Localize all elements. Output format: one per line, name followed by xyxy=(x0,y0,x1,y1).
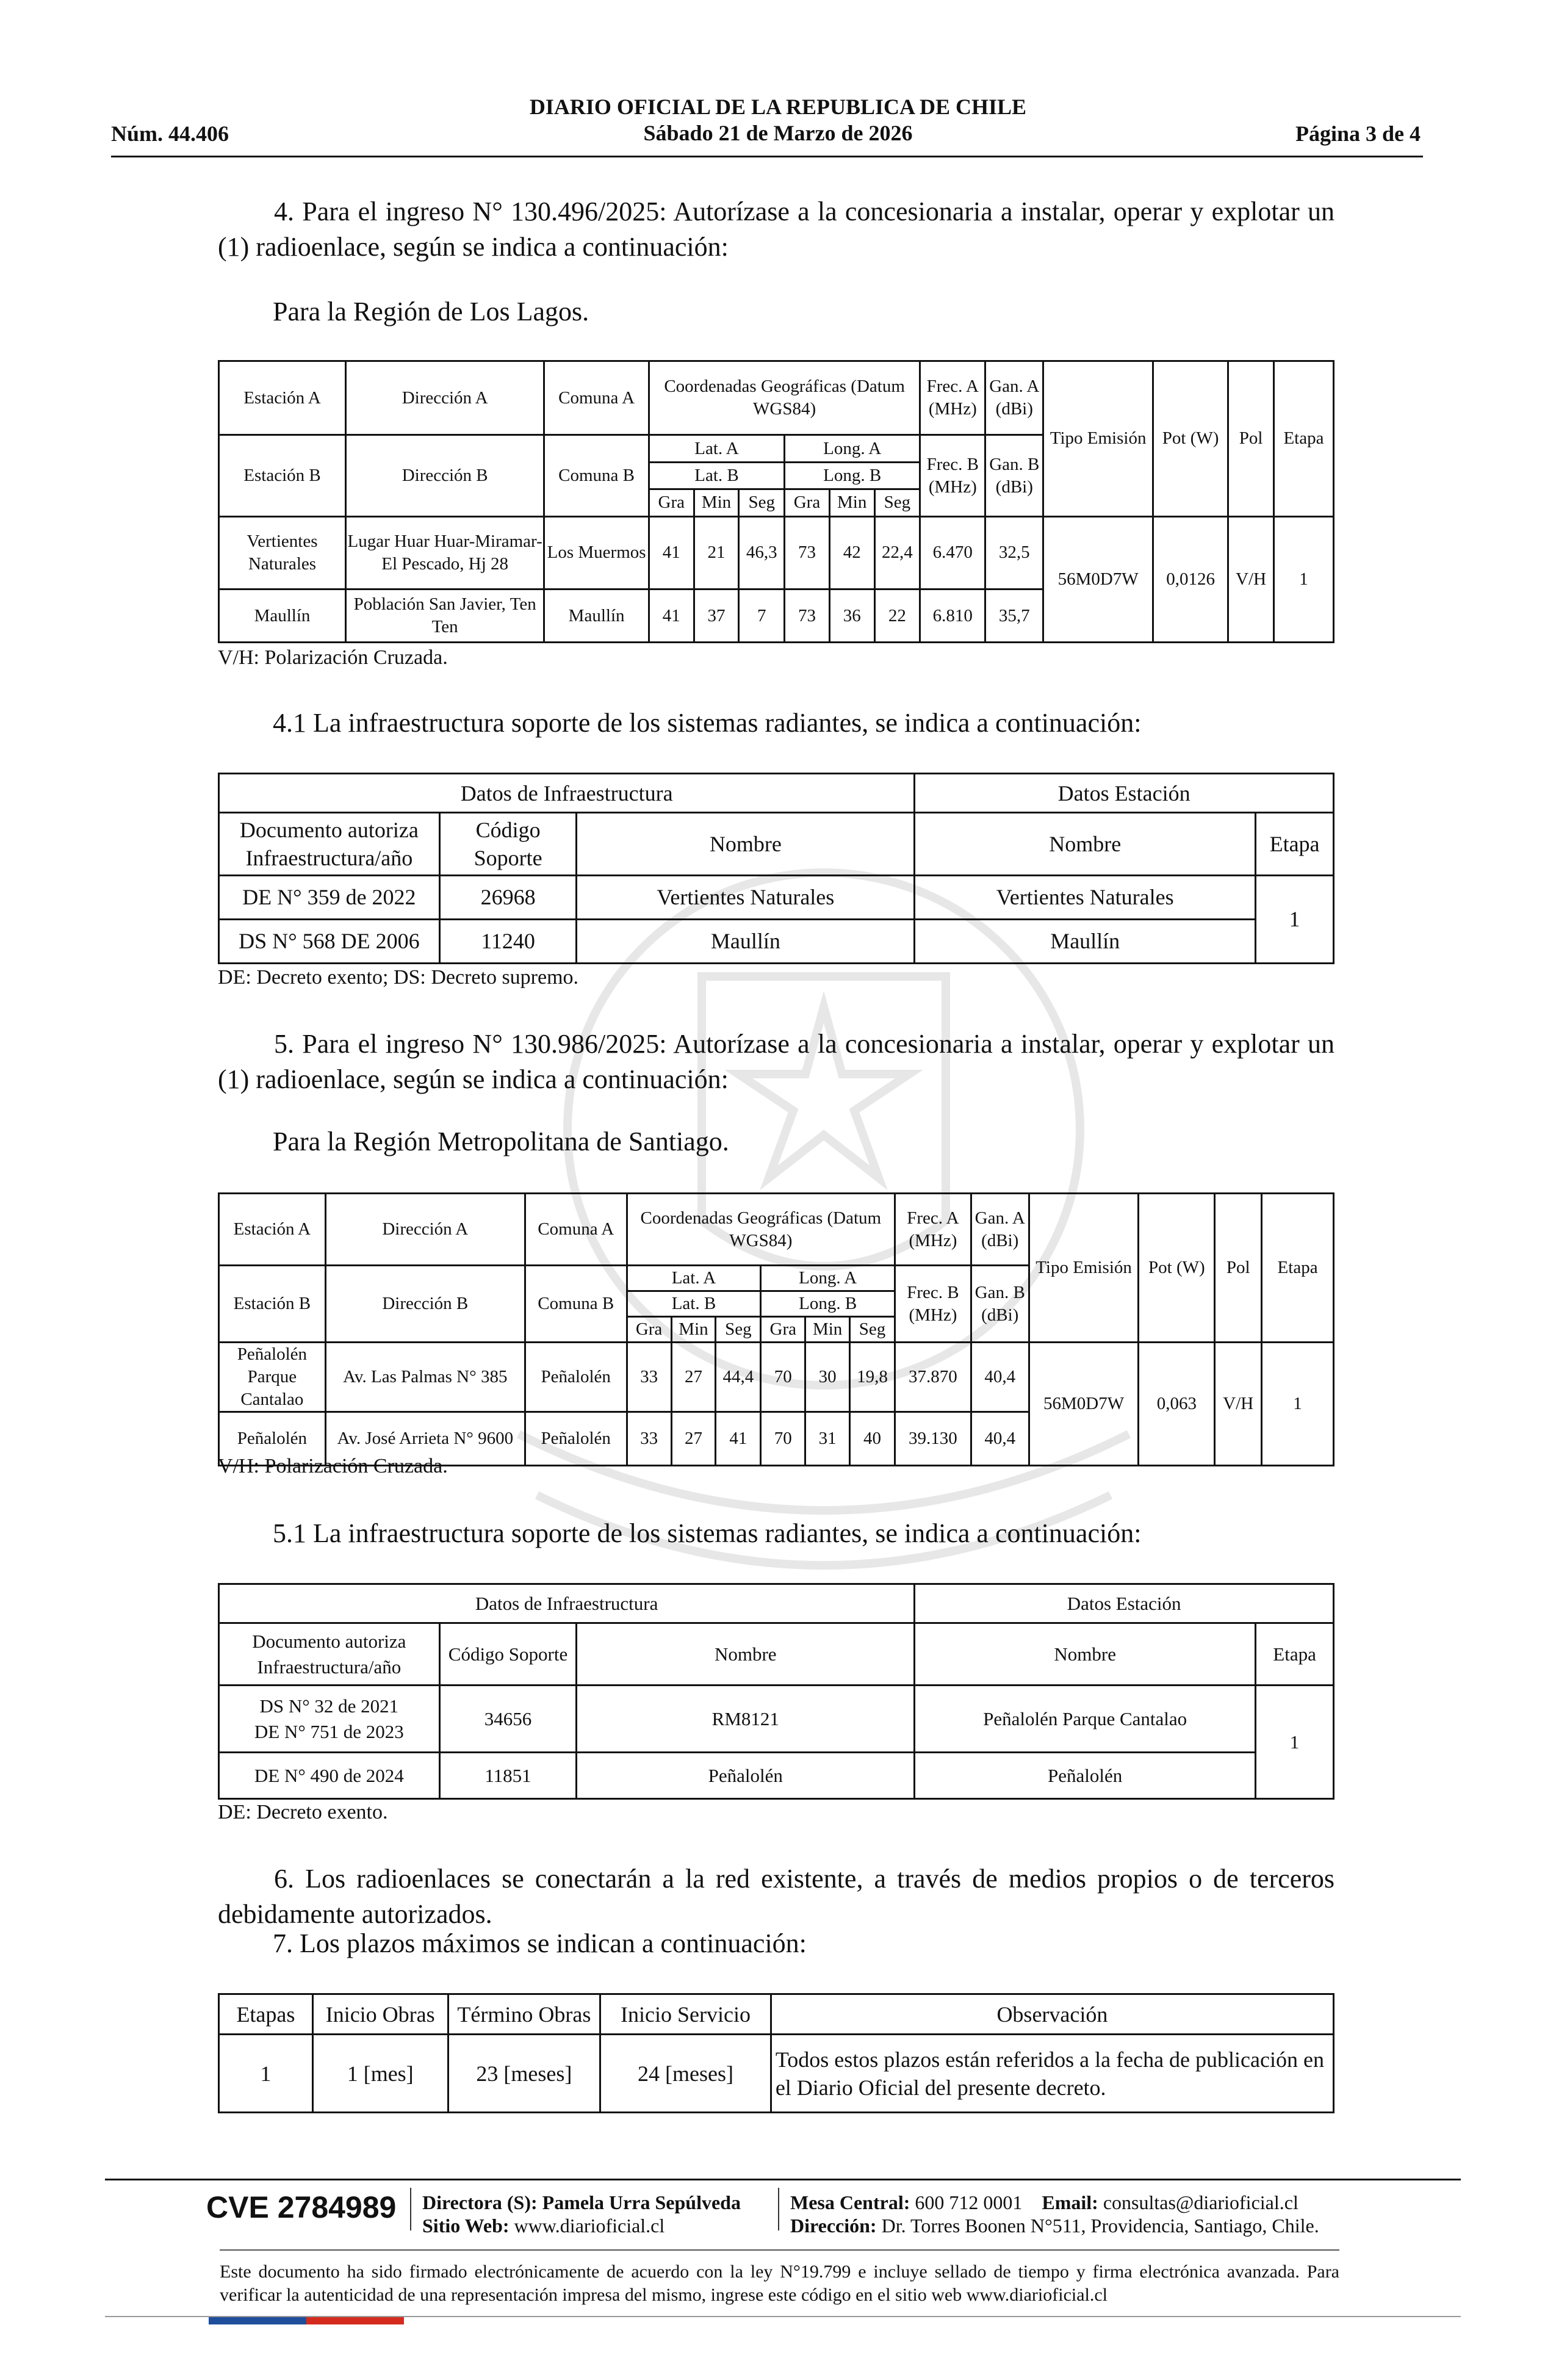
estacion-cell: Maullín xyxy=(915,919,1256,963)
etapa-cell: 1 xyxy=(1262,1343,1334,1466)
lat-seg-cell: 41 xyxy=(716,1412,761,1466)
section-5-radiolink-table xyxy=(218,1192,1334,1466)
lon-seg-cell: 19,8 xyxy=(850,1343,895,1412)
hdr-etapa: Etapa xyxy=(1273,361,1333,517)
issue-date: Sábado 21 de Marzo de 2026 xyxy=(643,121,913,145)
hdr-pol: Pol xyxy=(1228,361,1274,517)
lon-min-cell: 30 xyxy=(805,1343,850,1412)
hdr-comuna-b: Comuna B xyxy=(525,1266,627,1343)
nombre-cell: RM8121 xyxy=(577,1686,915,1753)
table-row xyxy=(219,919,1334,963)
sitio-link[interactable]: www.diarioficial.cl xyxy=(514,2215,665,2237)
hdr-documento: Documento autoriza Infraestructura/año xyxy=(219,1623,440,1686)
direccion-cell: Población San Javier, Ten Ten xyxy=(346,590,544,643)
pol-cell: V/H xyxy=(1228,516,1274,642)
newspaper-title: DIARIO OFICIAL DE LA REPUBLICA DE CHILE xyxy=(529,95,1027,119)
hdr-frec-a: Frec. A (MHz) xyxy=(920,361,985,435)
hdr-lon-min: Min xyxy=(805,1317,850,1343)
estacion-cell: Peñalolén xyxy=(915,1753,1256,1799)
frec-cell: 37.870 xyxy=(895,1343,971,1412)
section-7-text: 7. Los plazos máximos se indican a continuación: xyxy=(273,1928,807,1958)
documento-line: DS N° 32 de 2021 xyxy=(259,1695,399,1717)
lat-gra-cell: 33 xyxy=(627,1412,671,1466)
lon-min-cell: 42 xyxy=(829,516,874,589)
lon-seg-cell: 22 xyxy=(874,590,920,643)
frec-cell: 39.130 xyxy=(895,1412,971,1466)
codigo-cell: 34656 xyxy=(439,1686,577,1753)
footer-col-left xyxy=(422,2191,741,2237)
mesa-label: Mesa Central: xyxy=(790,2191,910,2213)
etapa-cell: 1 xyxy=(1256,1686,1334,1799)
hdr-long-a: Long. A xyxy=(761,1266,895,1291)
etapa-cell: 1 xyxy=(1273,516,1333,642)
lat-gra-cell: 41 xyxy=(649,590,694,643)
hdr-nombre-infra: Nombre xyxy=(577,1623,915,1686)
mesa-value: 600 712 0001 xyxy=(915,2191,1023,2213)
hdr-lat-b: Lat. B xyxy=(649,462,784,489)
hdr-gan-a: Gan. A (dBi) xyxy=(971,1194,1029,1266)
hdr-lat-min: Min xyxy=(671,1317,716,1343)
hdr-frec-b: Frec. B (MHz) xyxy=(895,1266,971,1343)
pot-cell: 0,0126 xyxy=(1153,516,1228,642)
hdr-etapas: Etapas xyxy=(219,1994,313,2035)
estacion-cell: Vertientes Naturales xyxy=(915,875,1256,919)
hdr-lat-a: Lat. A xyxy=(627,1266,761,1291)
hdr-gan-a: Gan. A (dBi) xyxy=(985,361,1043,435)
hdr-lat-gra: Gra xyxy=(649,489,694,516)
hdr-direccion-b: Dirección B xyxy=(325,1266,525,1343)
footer-rule-mid xyxy=(220,2249,1339,2251)
hdr-comuna-b: Comuna B xyxy=(544,435,649,516)
footer-rule-top xyxy=(105,2179,1461,2180)
hdr-datos-estacion: Datos Estación xyxy=(915,774,1334,813)
hdr-lon-min: Min xyxy=(829,489,874,516)
hdr-long-a: Long. A xyxy=(785,435,920,462)
lat-gra-cell: 33 xyxy=(627,1343,671,1412)
hdr-etapa: Etapa xyxy=(1256,1623,1334,1686)
estacion-cell: Peñalolén xyxy=(219,1412,326,1466)
hdr-pot: Pot (W) xyxy=(1139,1194,1215,1343)
hdr-tipo-emision: Tipo Emisión xyxy=(1043,361,1153,517)
lat-min-cell: 27 xyxy=(671,1412,716,1466)
comuna-cell: Peñalolén xyxy=(525,1343,627,1412)
lon-seg-cell: 40 xyxy=(850,1412,895,1466)
hdr-gan-b: Gan. B (dBi) xyxy=(971,1266,1029,1343)
hdr-coordenadas: Coordenadas Geográficas (Datum WGS84) xyxy=(627,1194,895,1266)
hdr-direccion-a: Dirección A xyxy=(325,1194,525,1266)
hdr-comuna-a: Comuna A xyxy=(544,361,649,435)
documento-cell xyxy=(219,1686,440,1753)
estacion-cell: Peñalolén Parque Cantalao xyxy=(219,1343,326,1412)
section-5-note: V/H: Polarización Cruzada. xyxy=(218,1455,448,1477)
comuna-cell: Peñalolén xyxy=(525,1412,627,1466)
hdr-comuna-a: Comuna A xyxy=(525,1194,627,1266)
nombre-cell: Peñalolén xyxy=(577,1753,915,1799)
hdr-observacion: Observación xyxy=(771,1994,1333,2035)
nombre-cell: Maullín xyxy=(577,919,915,963)
section-51-text: 5.1 La infraestructura soporte de los sistemas radiantes, se indica a continuación: xyxy=(273,1518,1142,1548)
lon-gra-cell: 73 xyxy=(785,516,830,589)
section-41-note: DE: Decreto exento; DS: Decreto supremo. xyxy=(218,966,579,989)
footer-separator xyxy=(410,2188,411,2230)
hdr-gan-b: Gan. B (dBi) xyxy=(985,435,1043,516)
hdr-nombre-estacion: Nombre xyxy=(915,813,1256,875)
section-51-note: DE: Decreto exento. xyxy=(218,1801,388,1823)
hdr-estacion-b: Estación B xyxy=(219,435,346,516)
hdr-lat-a: Lat. A xyxy=(649,435,784,462)
lat-seg-cell: 7 xyxy=(739,590,785,643)
observacion-cell: Todos estos plazos están referidos a la fecha de publicación en el Diario Oficial del presente decreto. xyxy=(771,2035,1333,2113)
direccion-label: Dirección: xyxy=(790,2215,877,2237)
comuna-cell: Maullín xyxy=(544,590,649,643)
table-row xyxy=(219,1686,1334,1753)
hdr-lat-seg: Seg xyxy=(739,489,785,516)
hdr-datos-infra: Datos de Infraestructura xyxy=(219,774,915,813)
frec-cell: 6.470 xyxy=(920,516,985,589)
flag-stripe-blue xyxy=(209,2317,306,2324)
tipo-cell: 56M0D7W xyxy=(1043,516,1153,642)
section-41-infra-table xyxy=(218,773,1334,964)
lon-min-cell: 36 xyxy=(829,590,874,643)
hdr-datos-estacion: Datos Estación xyxy=(915,1584,1334,1623)
hdr-frec-b: Frec. B (MHz) xyxy=(920,435,985,516)
lat-seg-cell: 44,4 xyxy=(716,1343,761,1412)
hdr-long-b: Long. B xyxy=(785,462,920,489)
lat-min-cell: 27 xyxy=(671,1343,716,1412)
hdr-direccion-b: Dirección B xyxy=(346,435,544,516)
etapa-cell: 1 xyxy=(219,2035,313,2113)
documento-cell: DS N° 568 DE 2006 xyxy=(219,919,440,963)
footer-separator xyxy=(778,2188,779,2230)
hdr-pol: Pol xyxy=(1215,1194,1262,1343)
hdr-lat-b: Lat. B xyxy=(627,1291,761,1317)
table-row xyxy=(219,2035,1334,2113)
hdr-direccion-a: Dirección A xyxy=(346,361,544,435)
comuna-cell: Los Muermos xyxy=(544,516,649,589)
section-51-infra-table xyxy=(218,1583,1334,1800)
hdr-estacion-a: Estación A xyxy=(219,1194,326,1266)
hdr-nombre-infra: Nombre xyxy=(577,813,915,875)
hdr-coordenadas: Coordenadas Geográficas (Datum WGS84) xyxy=(649,361,920,435)
section-4-note: V/H: Polarización Cruzada. xyxy=(218,646,448,669)
hdr-tipo-emision: Tipo Emisión xyxy=(1029,1194,1139,1343)
hdr-lat-seg: Seg xyxy=(716,1317,761,1343)
gan-cell: 35,7 xyxy=(985,590,1043,643)
lat-gra-cell: 41 xyxy=(649,516,694,589)
lon-gra-cell: 70 xyxy=(761,1412,805,1466)
email-label: Email: xyxy=(1042,2191,1098,2213)
sitio-label: Sitio Web: xyxy=(422,2215,510,2237)
lon-min-cell: 31 xyxy=(805,1412,850,1466)
inicio-obras-cell: 1 [mes] xyxy=(312,2035,448,2113)
directora: Directora (S): Pamela Urra Sepúlveda xyxy=(422,2191,741,2213)
estacion-cell: Peñalolén Parque Cantalao xyxy=(915,1686,1256,1753)
hdr-inicio-servicio: Inicio Servicio xyxy=(600,1994,771,2035)
documento-cell: DE N° 490 de 2024 xyxy=(219,1753,440,1799)
codigo-cell: 11851 xyxy=(439,1753,577,1799)
hdr-termino-obras: Término Obras xyxy=(448,1994,600,2035)
lat-seg-cell: 46,3 xyxy=(739,516,785,589)
table-row xyxy=(219,875,1334,919)
gan-cell: 40,4 xyxy=(971,1343,1029,1412)
hdr-lon-gra: Gra xyxy=(785,489,830,516)
lon-gra-cell: 70 xyxy=(761,1343,805,1412)
table-row xyxy=(219,1343,1334,1412)
documento-cell: DE N° 359 de 2022 xyxy=(219,875,440,919)
hdr-pot: Pot (W) xyxy=(1153,361,1228,517)
gan-cell: 32,5 xyxy=(985,516,1043,589)
direccion-value: Dr. Torres Boonen N°511, Providencia, Santiago, Chile. xyxy=(881,2215,1319,2237)
hdr-inicio-obras: Inicio Obras xyxy=(312,1994,448,2035)
hdr-lat-gra: Gra xyxy=(627,1317,671,1343)
page-number: Página 3 de 4 xyxy=(1295,121,1421,146)
gan-cell: 40,4 xyxy=(971,1412,1029,1466)
flag-stripe-red xyxy=(306,2317,404,2324)
issue-number: Núm. 44.406 xyxy=(111,121,229,146)
section-41-text: 4.1 La infraestructura soporte de los sistemas radiantes, se indica a continuación: xyxy=(273,708,1142,738)
hdr-long-b: Long. B xyxy=(761,1291,895,1317)
pol-cell: V/H xyxy=(1215,1343,1262,1466)
documento-line: DE N° 751 de 2023 xyxy=(254,1720,404,1742)
codigo-cell: 11240 xyxy=(439,919,577,963)
section-4-radiolink-table xyxy=(218,360,1334,643)
lon-seg-cell: 22,4 xyxy=(874,516,920,589)
etapa-cell: 1 xyxy=(1256,875,1334,963)
table-row xyxy=(219,1753,1334,1799)
section-5-region: Para la Región Metropolitana de Santiago. xyxy=(273,1127,729,1156)
hdr-nombre-estacion: Nombre xyxy=(915,1623,1256,1686)
hdr-datos-infra: Datos de Infraestructura xyxy=(219,1584,915,1623)
header-rule xyxy=(111,156,1423,157)
lon-gra-cell: 73 xyxy=(785,590,830,643)
section-5-text: 5. Para el ingreso N° 130.986/2025: Autorízase a la concesionaria a instalar, operar y explotar un (1) radioenlace, según se indica a continuación: xyxy=(218,1029,1334,1094)
hdr-frec-a: Frec. A (MHz) xyxy=(895,1194,971,1266)
section-4-text: 4. Para el ingreso N° 130.496/2025: Autorízase a la concesionaria a instalar, operar y explotar un (1) radioenlace, según se indica a continuación: xyxy=(218,197,1334,262)
lat-min-cell: 21 xyxy=(694,516,739,589)
cve-code: CVE 2784989 xyxy=(206,2190,397,2224)
estacion-cell: Maullín xyxy=(219,590,346,643)
pot-cell: 0,063 xyxy=(1139,1343,1215,1466)
hdr-etapa: Etapa xyxy=(1262,1194,1334,1343)
direccion-cell: Av. José Arrieta N° 9600 xyxy=(325,1412,525,1466)
hdr-lon-seg: Seg xyxy=(850,1317,895,1343)
tipo-cell: 56M0D7W xyxy=(1029,1343,1139,1466)
footer-col-right xyxy=(790,2191,1319,2237)
hdr-lon-gra: Gra xyxy=(761,1317,805,1343)
frec-cell: 6.810 xyxy=(920,590,985,643)
section-6-text: 6. Los radioenlaces se conectarán a la red existente, a través de medios propios o de terceros debidamente autorizados. xyxy=(218,1864,1334,1929)
hdr-lat-min: Min xyxy=(694,489,739,516)
nombre-cell: Vertientes Naturales xyxy=(577,875,915,919)
section-4-region: Para la Región de Los Lagos. xyxy=(273,297,589,326)
section-7-deadlines-table xyxy=(218,1993,1334,2113)
direccion-cell: Av. Las Palmas N° 385 xyxy=(325,1343,525,1412)
codigo-cell: 26968 xyxy=(439,875,577,919)
lat-min-cell: 37 xyxy=(694,590,739,643)
hdr-estacion-b: Estación B xyxy=(219,1266,326,1343)
hdr-codigo: Código Soporte xyxy=(439,1623,577,1686)
hdr-lon-seg: Seg xyxy=(874,489,920,516)
table-row xyxy=(219,516,1334,589)
hdr-estacion-a: Estación A xyxy=(219,361,346,435)
inicio-servicio-cell: 24 [meses] xyxy=(600,2035,771,2113)
email-link[interactable]: consultas@diarioficial.cl xyxy=(1103,2191,1298,2213)
termino-obras-cell: 23 [meses] xyxy=(448,2035,600,2113)
direccion-cell: Lugar Huar Huar-Miramar-El Pescado, Hj 28 xyxy=(346,516,544,589)
estacion-cell: Vertientes Naturales xyxy=(219,516,346,589)
hdr-documento: Documento autoriza Infraestructura/año xyxy=(219,813,440,875)
hdr-codigo: Código Soporte xyxy=(439,813,577,875)
hdr-etapa: Etapa xyxy=(1256,813,1334,875)
legal-notice: Este documento ha sido firmado electrónicamente de acuerdo con la ley N°19.799 e incluye sellado de tiempo y firma electrónica avanzada. Para verificar la autenticidad de una representación impresa del mismo, ingrese este código en el sitio web www.diarioficial.cl xyxy=(220,2262,1339,2305)
